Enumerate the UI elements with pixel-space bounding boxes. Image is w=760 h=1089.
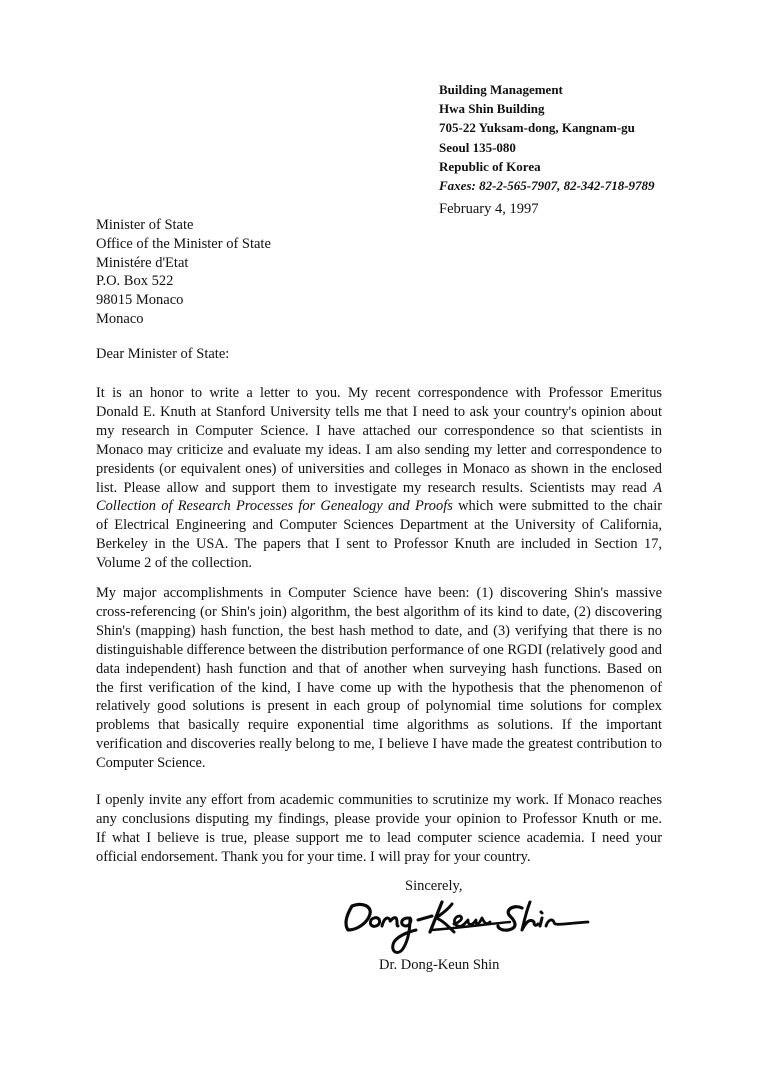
letterhead-line: Seoul 135-080 xyxy=(439,139,516,155)
paragraph-line: Donald E. Knuth at Stanford University tells me that I need to ask your country's opinion about xyxy=(96,403,662,420)
paragraph-line: Berkeley in the USA. The papers that I sent to Professor Knuth are included in Section 17, xyxy=(96,536,662,553)
body-paragraph-3 xyxy=(96,791,662,867)
paragraph-line-text: list. Please allow and support them to investigate my research results. Scientists may read xyxy=(96,479,647,496)
paragraph-line: I openly invite any effort from academic communities to scrutinize my work. If Monaco reaches xyxy=(96,792,662,808)
paragraph-line: Volume 2 of the collection. xyxy=(96,555,252,572)
recipient-line: P.O. Box 522 xyxy=(96,273,174,290)
recipient-address xyxy=(96,216,271,329)
letterhead-line: Hwa Shin Building xyxy=(439,101,545,117)
recipient-line: Office of the Minister of State xyxy=(96,235,271,252)
paragraph-line: It is an honor to write a letter to you. My recent correspondence with Professor Emeritus xyxy=(96,385,662,401)
paragraph-line xyxy=(96,497,662,516)
paragraph-line: cross-referencing (or Shin's join) algorithm, the best algorithm of its kind to date, (2) discovering xyxy=(96,603,662,620)
letterhead-line: 705-22 Yuksam-dong, Kangnam-gu xyxy=(439,120,635,136)
paragraph-line: Computer Science. xyxy=(96,755,206,772)
handwritten-signature xyxy=(338,894,598,958)
recipient-line: 98015 Monaco xyxy=(96,292,184,309)
body-paragraph-2 xyxy=(96,584,662,773)
sender-letterhead xyxy=(439,80,655,195)
paragraph-line: any conclusions disputing my findings, please provide your opinion to Professor Knuth or me. xyxy=(96,810,662,827)
paragraph-line-text: which were submitted to the chair xyxy=(452,498,662,515)
recipient-line: Monaco xyxy=(96,310,144,327)
letterhead-line: Republic of Korea xyxy=(439,158,541,174)
paragraph-line: the first verification of the kind, I have come up with the hypothesis that the phenomenon of xyxy=(96,679,662,696)
book-title-fragment: A xyxy=(653,479,662,496)
paragraph-line: My major accomplishments in Computer Science have been: (1) discovering Shin's massive xyxy=(96,585,662,601)
letterhead-faxes: Faxes: 82-2-565-7907, 82-342-718-9789 xyxy=(439,178,655,194)
paragraph-line: data independent) hash function and that of another when surveying hash functions. Based on xyxy=(96,660,662,677)
recipient-line: Minister of State xyxy=(96,217,194,233)
paragraph-line: If what I believe is true, please support me to lead computer science academia. I need your xyxy=(96,829,662,846)
paragraph-line: Shin's (mapping) hash function, the best hash method to date, and (3) verifying that there is no xyxy=(96,622,662,639)
paragraph-line: verification and discoveries really belong to me, I believe I have made the greatest contribution to xyxy=(96,736,662,753)
letterhead-line: Building Management xyxy=(439,82,563,97)
paragraph-line: relatively good solutions is present in each group of polynomial time solutions for complex xyxy=(96,698,662,715)
salutation: Dear Minister of State: xyxy=(96,346,230,362)
signer-name: Dr. Dong-Keun Shin xyxy=(379,957,500,973)
paragraph-line: problems that basically require exponential time algorithms as solutions. If the important xyxy=(96,717,662,734)
recipient-line: Ministére d'Etat xyxy=(96,254,189,271)
paragraph-line xyxy=(96,479,662,498)
paragraph-line: official endorsement. Thank you for your time. I will pray for your country. xyxy=(96,848,531,865)
paragraph-line: Monaco may criticize and evaluate my ideas. I am also sending my letter and correspondence to xyxy=(96,441,662,458)
closing: Sincerely, xyxy=(405,878,463,894)
paragraph-line: my research in Computer Science. I have attached our correspondence so that scientists in xyxy=(96,422,662,439)
paragraph-line: of Electrical Engineering and Computer Sciences Department at the University of California, xyxy=(96,517,662,534)
paragraph-line: distinguishable difference between the distribution performance of one RGDI (relatively good and xyxy=(96,641,662,658)
letter-date: February 4, 1997 xyxy=(439,201,539,217)
paragraph-line: presidents (or equivalent ones) of universities and colleges in Monaco as shown in the enclosed xyxy=(96,460,662,477)
book-title: Collection of Research Processes for Genealogy and Proofs xyxy=(96,498,453,515)
body-paragraph-1 xyxy=(96,384,662,573)
